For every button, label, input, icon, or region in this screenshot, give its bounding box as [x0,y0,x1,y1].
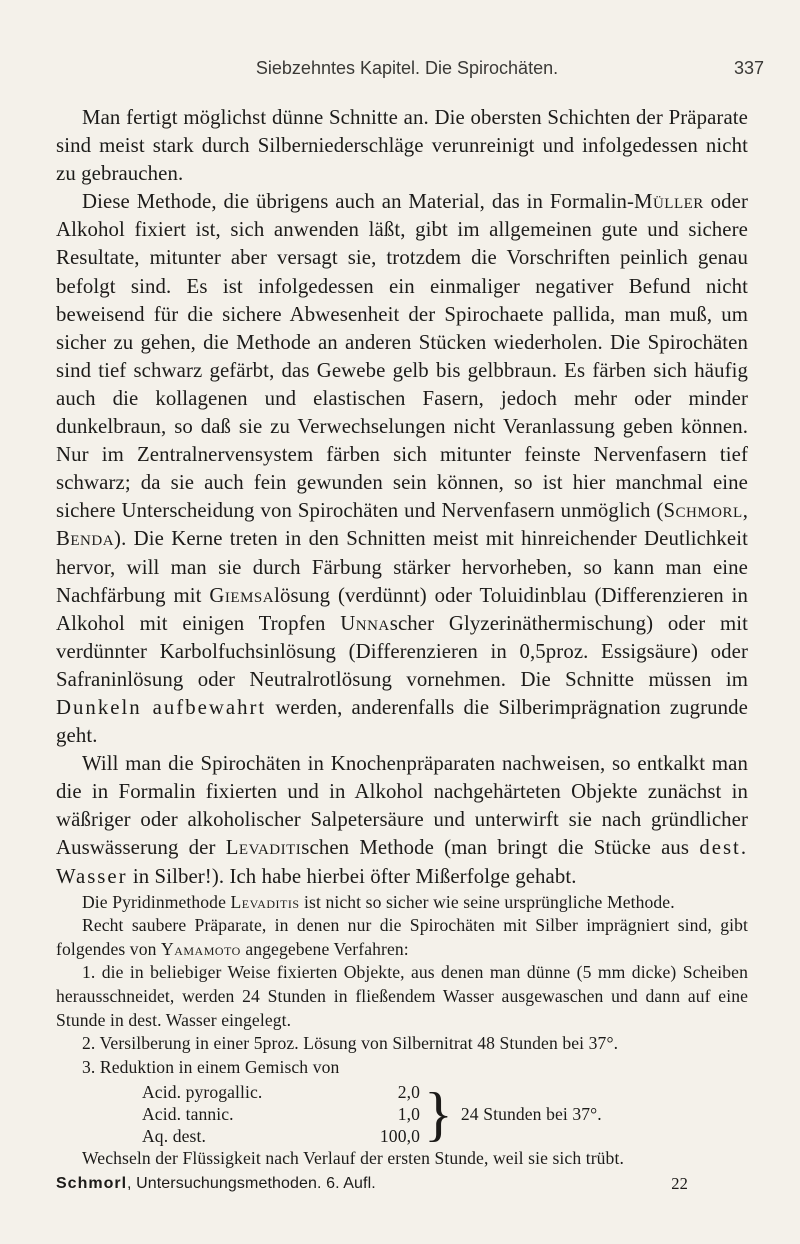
ingredient-name: Aq. dest. [142,1126,206,1147]
brace-glyph: } [424,1081,453,1148]
ingredient-amount: 1,0 [397,1104,420,1125]
step-2: 2. Versilberung in einer 5proz. Lösung von Silbernitrat 48 Stunden bei 37°. [82,1033,619,1054]
small-paragraph-final: Wechseln der Flüssigkeit nach Verlauf der ersten Stunde, weil sie sich trübt. [82,1148,624,1169]
recipe-note: 24 Stunden bei 37°. [460,1103,602,1124]
ingredient-amount: 100,0 [379,1126,420,1147]
text-run: schen Methode (man bringt die Stücke aus [301,836,700,860]
recipe-item [142,1125,420,1147]
step-1: 1. die in beliebiger Weise fixierten Objekte, aus denen man dünne (5 mm dicke) Scheiben herausschneidet, werden 24 Stunden in fließendem Wasser ausgewaschen und dann auf eine Stunde in dest. Wasser eingelegt. [56,962,748,1030]
ingredient-amount: 2,0 [397,1082,420,1103]
running-header [70,58,764,86]
text-run: scher Glyzerinäthermischung) oder mit verdünnter Karbolfuchsinlösung (Differenzieren in 0,5proz. Essigsäure) oder Safraninlösung oder Neutralrotlösung vornehmen. Die Schnitte müssen im [56,611,749,691]
text-run: oder Alkohol fixiert ist, sich anwenden läßt, gibt im allgemeinen gute und sichere Resultate, mitunter aber versagt sie, trotzdem die Vorschriften peinlich genau befolgt sind. Es ist infolgedessen ein einmaliger negativer Befund nicht beweisend für die sichere Abwesenheit der Spirochaete pallida, man muß, um sicher zu gehen, die Methode an anderen Stücken wiederholen. Die Spirochäten sind tief schwarz gefärbt, das Gewebe gelb bis gelbbraun. Es färben sich häufig auch die kollagenen und elastischen Fasern, jedoch mehr oder minder dunkelbraun, so daß sie zu Verwechselungen nicht Veranlassung geben können. Nur im Zentralnervensystem färben sich mitunter feinste Nervenfasern tief schwarz; da sie auch fein gewunden sein können, so ist hier manchmal eine sichere Unterscheidung von Spirochäten und Nervenfasern unmöglich ( [56,190,749,523]
footer-citation [56,1173,376,1195]
author-name: Benda [56,527,115,551]
text-run: , [742,499,748,523]
footer-author: Schmorl [56,1174,128,1192]
page-footer [56,1173,748,1195]
text-run: ist nicht so sicher wie seine ursprüngliche Methode. [299,891,675,912]
paragraph-2 [56,188,748,750]
text-run: lösung (verdünnt) oder Toluidinblau (Differenzieren in Alkohol mit einigen Tropfen [56,583,748,635]
small-paragraph-2 [56,914,748,961]
author-name: Schmorl [663,499,743,523]
text-run: angegebene Verfahren: [240,938,409,959]
small-paragraph-1 [56,891,748,915]
emphasis-spaced: Dunkeln aufbewahrt [56,695,267,719]
small-print-section [56,891,748,1171]
author-name: Levaditi [225,836,302,860]
paragraph-1: Man fertigt möglichst dünne Schnitte an. Die obersten Schichten der Präparate sind meist stark durch Silberniederschläge verunreinigt und infolgedessen nicht zu gebrauchen. [56,106,748,186]
step-3: 3. Reduktion in einem Gemisch von [82,1056,340,1077]
author-name: Müller [633,190,704,214]
ingredient-name: Acid. tannic. [142,1104,234,1125]
author-name: Levaditis [230,891,300,912]
recipe-item [142,1103,420,1125]
text-run: werden, anderenfalls die Silberimprägnation zugrunde geht. [56,695,748,748]
sheet-signature: 22 [671,1173,688,1193]
recipe-block [142,1081,748,1147]
page-body [56,104,748,1195]
text-run: Diese Methode, die übrigens auch an Material, das in Formalin- [82,190,634,214]
recipe-list [142,1081,420,1147]
text-run: Recht saubere Präparate, in denen nur die Spirochäten mit Silber imprägniert sind, gibt folgendes von [56,915,748,959]
text-run: Will man die Spirochäten in Knochenpräparaten nachweisen, so entkalkt man die in Formalin fixierten und in Alkohol nachgehärteten Objekte zunächst in wäßriger oder alkoholischer Salpetersäure und unterwirft sie nach gründlicher Auswässerung der [56,752,748,860]
text-run: ). Die Kerne treten in den Schnitten meist mit hinreichender Deutlichkeit hervor, will man sie durch Färbung stärker hervorheben, so kann man eine Nachfärbung mit [56,527,748,607]
paragraph-3 [56,750,748,890]
text-run: Die Pyridinmethode [82,891,231,912]
author-name: Yamamoto [161,938,241,959]
page-number: 337 [733,58,764,78]
running-title: Siebzehntes Kapitel. Die Spirochäten. [255,58,559,78]
footer-work: , Untersuchungsmethoden. 6. Aufl. [127,1174,376,1192]
text-run: in Silber!). Ich habe hierbei öfter Mißerfolge gehabt. [127,864,577,888]
author-name: Unna [340,611,390,635]
author-name: Giemsa [209,583,275,607]
emphasis-spaced: dest. Wasser [56,836,749,888]
recipe-item [142,1081,420,1103]
ingredient-name: Acid. pyrogallic. [142,1082,263,1103]
